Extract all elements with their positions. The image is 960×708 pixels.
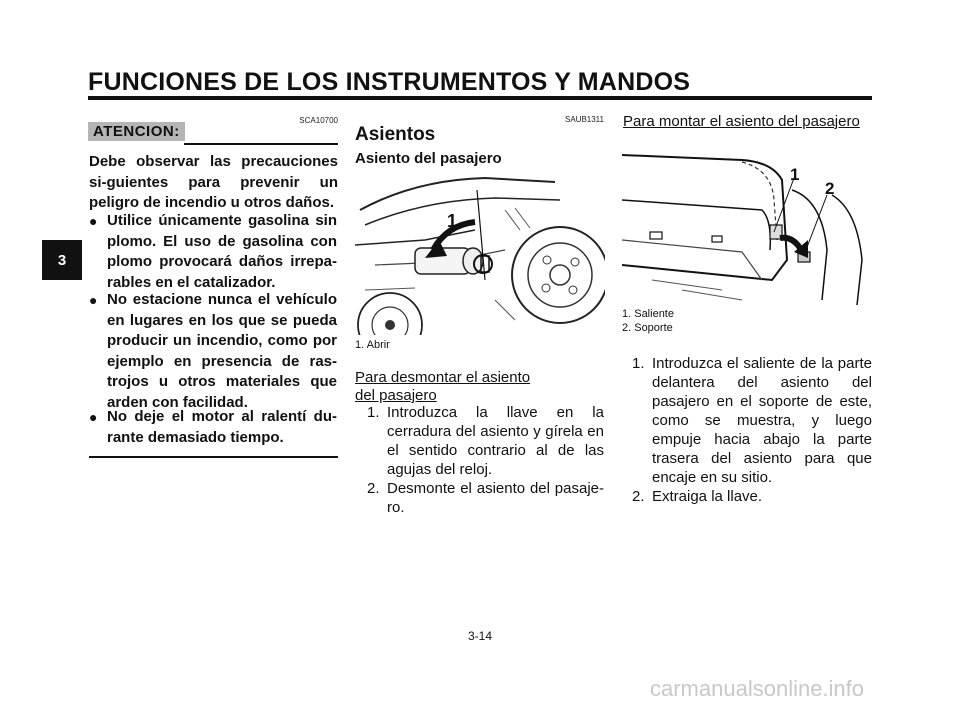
figure2-callout-2: 2	[825, 179, 835, 198]
warning-bullet	[89, 211, 337, 293]
bullet-dot-icon: ●	[89, 213, 98, 229]
seat-install-illustration	[622, 140, 872, 305]
page-header-title: FUNCIONES DE LOS INSTRUMENTOS Y MANDOS	[88, 68, 691, 96]
step-text: Introduzca el saliente de la parte delantera del asiento del pasajero en el soporte de este, como se muestra, y luego empuje hacia abajo la parte trasera del asiento para que encaje en su sitio.	[652, 355, 872, 486]
header-rule	[88, 96, 872, 100]
step-number: 2.	[632, 488, 645, 505]
remove-seat-heading: Para desmontar el asiento del pasajero	[355, 369, 531, 404]
warning-bullet	[89, 290, 337, 413]
step-number: 1.	[632, 355, 645, 372]
section-code: SAUB1311	[565, 115, 604, 124]
step-number: 1.	[367, 404, 380, 421]
bullet-dot-icon: ●	[89, 292, 98, 308]
list-item	[367, 403, 604, 479]
list-item	[632, 487, 872, 506]
page-number: 3-14	[467, 629, 493, 643]
warning-bullet	[89, 407, 337, 448]
figure1-callout: 1	[447, 211, 458, 231]
warning-end-rule	[89, 456, 338, 458]
warning-badge: ATENCION:	[88, 122, 185, 141]
figure2-caption-line: 1. Saliente	[622, 308, 674, 320]
chapter-tab: 3	[42, 240, 82, 280]
warning-bullet-text: No estacione nunca el vehículo en lugares en los que se pueda producir un incendio, como por ejemplo en presencia de ras-trojos u otros materiales que arden con facilidad.	[107, 291, 337, 411]
step-text: Introduzca la llave en la cerradura del asiento y gírela en el sentido contrario al de las agujas del reloj.	[387, 404, 604, 478]
install-steps-list	[632, 354, 872, 506]
warning-code: SCA10700	[299, 116, 338, 125]
bullet-dot-icon: ●	[89, 409, 98, 425]
step-text: Desmonte el asiento del pasaje-ro.	[387, 480, 604, 516]
warning-bullet-text: Utilice únicamente gasolina sin plomo. El uso de gasolina con plomo provocará daños irrepa-rables en el catalizador.	[107, 212, 337, 291]
section-subtitle: Asiento del pasajero	[355, 150, 502, 167]
step-number: 2.	[367, 480, 380, 497]
figure2-caption-line: 2. Soporte	[622, 322, 673, 334]
figure1-caption: 1. Abrir	[355, 339, 390, 351]
remove-steps-list	[367, 403, 604, 517]
watermark: carmanualsonline.info	[650, 676, 865, 701]
seat-lock-illustration	[355, 170, 605, 335]
section-title: Asientos	[355, 124, 436, 145]
install-seat-heading: Para montar el asiento del pasajero	[623, 113, 860, 130]
warning-intro: Debe observar las precauciones si-guientes para prevenir un peligro de incendio u otros daños.	[89, 153, 338, 211]
list-item	[367, 479, 604, 517]
figure2-captions	[622, 307, 674, 335]
step-text: Extraiga la llave.	[652, 488, 763, 505]
warning-bullet-text: No deje el motor al ralentí du-rante demasiado tiempo.	[107, 408, 337, 446]
warning-badge-rule	[184, 143, 338, 145]
figure2-callout-1: 1	[790, 165, 800, 184]
list-item	[632, 354, 872, 487]
